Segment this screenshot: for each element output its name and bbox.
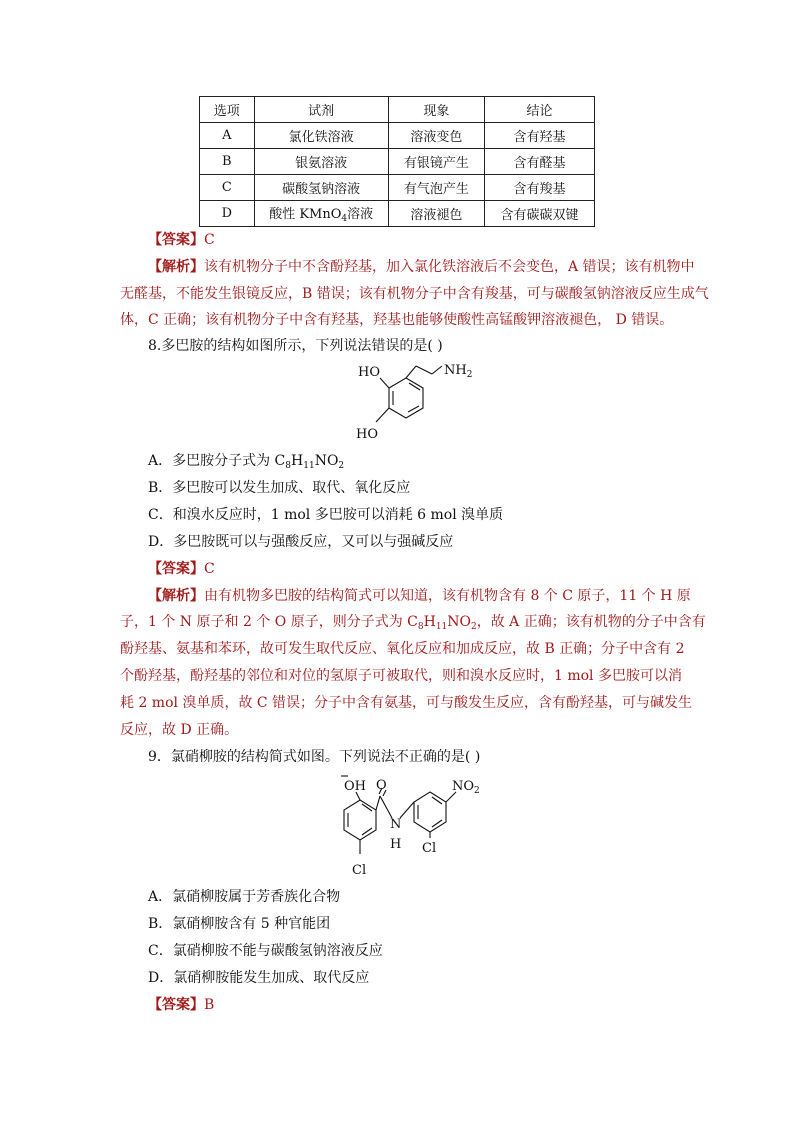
analysis-text: NO (447, 614, 471, 630)
q9-stem: 9．氯硝柳胺的结构简式如图。下列说法不正确的是( ) (148, 749, 481, 765)
reagent-text: 溶液 (347, 207, 374, 222)
q9-answer (148, 995, 214, 1015)
answer-tag: 【答案】 (148, 232, 204, 248)
option-text: H (291, 453, 304, 469)
q7-answer (148, 230, 215, 250)
table-row (200, 123, 595, 149)
table-cell: 含有醛基 (484, 149, 594, 175)
table-cell: 含有羟基 (484, 123, 594, 149)
table-header-cell: 结论 (484, 97, 594, 123)
subscript: 2 (466, 370, 473, 380)
q8-option-d: D．多巴胺既可以与强酸反应，又可以与强碱反应 (148, 534, 454, 550)
table-cell (254, 201, 388, 227)
table-row (200, 149, 595, 175)
options-table (199, 96, 595, 227)
subscript: 11 (303, 461, 315, 471)
answer-tag: 【答案】 (148, 997, 204, 1013)
analysis-text: ，故 A 正确；该有机物的分子中含有 (476, 614, 706, 630)
table-header-cell: 试剂 (254, 97, 388, 123)
option-text: NO (314, 453, 339, 469)
h-label: H (390, 837, 402, 852)
q9-option-a: A．氯硝柳胺属于芳香族化合物 (148, 889, 341, 905)
q8-analysis-line: 酚羟基、氨基和苯环，故可发生取代反应、氧化反应和加成反应，故 B 正确；分子中含有 2 (120, 641, 685, 657)
answer-value: C (204, 232, 215, 248)
no-text: NO (452, 779, 475, 794)
cl-right-label: Cl (422, 841, 437, 856)
ho-label-bottom: HO (356, 427, 378, 442)
table-cell: 有银镜产生 (388, 149, 484, 175)
n-label: N (390, 817, 402, 832)
o-label: O (376, 778, 387, 793)
table-row (200, 201, 595, 227)
niclosamide-structure (330, 772, 500, 880)
no2-label (452, 779, 480, 796)
q7-analysis-line: 无醛基，不能发生银镜反应，B 错误；该有机物分子中含有羧基，可与碳酸氢钠溶液反应生成气 (120, 286, 709, 302)
table-cell: 含有碳碳双键 (484, 201, 594, 227)
analysis-tag: 【解析】 (148, 588, 204, 604)
table-header-row (200, 97, 595, 123)
table-cell: 有气泡产生 (388, 175, 484, 201)
subscript: 4 (341, 214, 348, 224)
answer-tag: 【答案】 (148, 561, 204, 577)
table-header-cell: 选项 (200, 97, 255, 123)
q8-option-c: C．和溴水反应时，1 mol 多巴胺可以消耗 6 mol 溴单质 (148, 507, 504, 523)
table-header-cell: 现象 (388, 97, 484, 123)
nh-text: NH (444, 363, 467, 378)
cl-bottom-label: Cl (352, 863, 367, 878)
q7-analysis-line (148, 257, 695, 277)
answer-value: C (204, 561, 215, 577)
dopamine-structure (340, 356, 480, 446)
q8-analysis-line: 耗 2 mol 溴单质，故 C 错误；分子中含有氨基，可与酸发生反应，含有酚羟基，可与碱发生 (120, 695, 693, 711)
subscript: 8 (417, 622, 424, 632)
subscript: 8 (285, 461, 292, 471)
analysis-text: 由有机物多巴胺的结构简式可以知道，该有机物含有 8 个 C 原子，11 个 H 原 (204, 588, 691, 604)
table-cell: 银氨溶液 (254, 149, 388, 175)
subscript: 2 (471, 622, 477, 632)
subscript: 2 (474, 786, 480, 796)
q9-option-c: C．氯硝柳胺不能与碳酸氢钠溶液反应 (148, 943, 383, 959)
q8-answer (148, 559, 215, 579)
option-text: A．多巴胺分子式为 C (148, 453, 286, 469)
q8-analysis-line (120, 612, 706, 637)
q8-option-a (148, 451, 344, 476)
table-cell: A (200, 123, 255, 149)
analysis-tag: 【解析】 (148, 259, 204, 275)
table-cell: C (200, 175, 255, 201)
oh-label: OH (344, 779, 366, 794)
q8-stem: 8.多巴胺的结构如图所示，下列说法错误的是( ) (148, 338, 443, 354)
subscript: 11 (435, 622, 448, 632)
analysis-text: 该有机物分子中不含酚羟基，加入氯化铁溶液后不会变色，A 错误；该有机物中 (204, 259, 695, 275)
q8-analysis-line (148, 586, 691, 606)
table-cell: 含有羧基 (484, 175, 594, 201)
q8-option-b: B．多巴胺可以发生加成、取代、氧化反应 (148, 480, 411, 496)
analysis-text: H (423, 614, 436, 630)
q8-analysis-line: 个酚羟基，酚羟基的邻位和对位的氢原子可被取代，则和溴水反应时，1 mol 多巴胺可以消 (120, 668, 682, 684)
table-cell: 氯化铁溶液 (254, 123, 388, 149)
answer-value: B (204, 997, 215, 1013)
table-cell: B (200, 149, 255, 175)
q7-analysis-line: 体，C 正确；该有机物分子中含有羟基，羟基也能够使酸性高锰酸钾溶液褪色， D 错误。 (120, 312, 674, 328)
table-cell: 溶液变色 (388, 123, 484, 149)
analysis-text: 子，1 个 N 原子和 2 个 O 原子，则分子式为 C (120, 614, 418, 630)
table-cell: 溶液褪色 (388, 201, 484, 227)
table-row (200, 175, 595, 201)
q9-option-b: B．氯硝柳胺含有 5 种官能团 (148, 916, 331, 932)
ho-label-top: HO (358, 365, 380, 380)
table-cell: D (200, 201, 255, 227)
reagent-text: 酸性 KMnO (269, 207, 342, 222)
q9-option-d: D．氯硝柳胺能发生加成、取代反应 (148, 970, 370, 986)
table-cell: 碳酸氢钠溶液 (254, 175, 388, 201)
subscript: 2 (338, 461, 345, 471)
nh2-label (444, 363, 472, 380)
q8-analysis-line: 反应，故 D 正确。 (120, 722, 239, 738)
